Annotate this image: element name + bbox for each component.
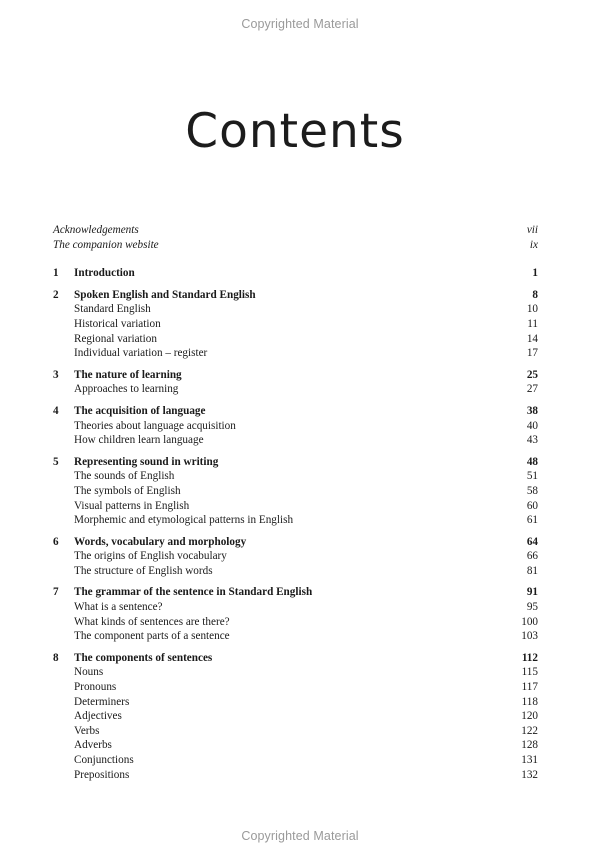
toc-chapter-row[interactable] [53, 585, 538, 600]
toc-page-number: 61 [526, 514, 538, 527]
toc-page-number: 14 [526, 332, 538, 345]
toc-chapter-number: 4 [53, 404, 59, 417]
toc-page-number: 60 [526, 499, 538, 512]
toc-chapter-number: 6 [53, 535, 59, 548]
toc-page-number: 58 [526, 484, 538, 497]
table-of-contents [53, 223, 538, 782]
toc-page-number: 100 [521, 615, 538, 628]
toc-page-number: 112 [521, 651, 538, 664]
toc-section-row[interactable] [53, 469, 538, 484]
toc-chapters [53, 266, 538, 782]
toc-page-number: 115 [521, 666, 538, 679]
toc-section-title: Prepositions [74, 768, 130, 781]
toc-section-title: Historical variation [74, 317, 161, 330]
toc-page-number: 132 [521, 768, 538, 781]
page-title: Contents [185, 104, 405, 159]
toc-section-row[interactable] [53, 564, 538, 579]
toc-section-title: The component parts of a sentence [74, 630, 230, 643]
toc-chapter-number: 2 [53, 288, 59, 301]
toc-section-row[interactable] [53, 346, 538, 361]
toc-section-row[interactable] [53, 680, 538, 695]
toc-page-number: 43 [526, 434, 538, 447]
toc-section-row[interactable] [53, 499, 538, 514]
toc-section-row[interactable] [53, 753, 538, 768]
toc-chapter-number: 1 [53, 267, 59, 280]
toc-chapter-row[interactable] [53, 266, 538, 281]
toc-section-title: Conjunctions [74, 754, 134, 766]
toc-section-row[interactable] [53, 629, 538, 644]
copyright-watermark-top: Copyrighted Material [241, 17, 359, 31]
toc-section-row[interactable] [53, 302, 538, 317]
copyright-watermark-bottom: Copyrighted Material [241, 829, 359, 843]
toc-chapter-heading [53, 288, 256, 303]
toc-page-number: 66 [526, 550, 538, 563]
toc-chapter-row[interactable] [53, 368, 538, 383]
toc-chapter-heading [53, 266, 135, 281]
toc-chapter-title: The grammar of the sentence in Standard English [74, 586, 313, 599]
toc-chapter-heading [53, 368, 182, 383]
toc-section-title: Approaches to learning [74, 383, 179, 396]
toc-page-number: 117 [521, 681, 538, 694]
toc-page-number: 11 [527, 317, 538, 330]
toc-front-matter-row[interactable] [53, 238, 538, 253]
toc-section-title: The origins of English vocabulary [74, 550, 227, 563]
toc-section-title: Individual variation – register [74, 347, 208, 360]
toc-section-row[interactable] [53, 665, 538, 680]
toc-section-row[interactable] [53, 549, 538, 564]
toc-chapter-title: Spoken English and Standard English [74, 288, 256, 301]
toc-front-matter-row[interactable] [53, 223, 538, 238]
toc-page-number: 103 [521, 630, 538, 643]
toc-page-number: 128 [521, 739, 538, 752]
toc-chapter-heading [53, 455, 218, 470]
toc-chapter-title: The acquisition of language [74, 404, 206, 417]
toc-section-title: Adjectives [74, 710, 122, 723]
toc-chapter-number: 8 [53, 651, 59, 664]
toc-section-title: Pronouns [74, 681, 117, 694]
toc-section-title: Morphemic and etymological patterns in English [74, 514, 294, 527]
toc-page-number: ix [529, 238, 538, 251]
toc-entry-label: The companion website [53, 238, 159, 251]
toc-section-title: Visual patterns in English [74, 499, 190, 512]
toc-chapter-number: 3 [53, 368, 59, 381]
toc-section-title: What is a sentence? [74, 601, 163, 614]
toc-section-row[interactable] [53, 317, 538, 332]
toc-section-row[interactable] [53, 695, 538, 710]
toc-page-number: 81 [526, 564, 538, 577]
toc-section-row[interactable] [53, 484, 538, 499]
toc-page-number: 25 [526, 368, 538, 381]
toc-page-number: 8 [532, 288, 538, 301]
toc-chapter-title: The components of sentences [74, 651, 213, 664]
toc-section-row[interactable] [53, 709, 538, 724]
toc-page-number: 131 [521, 754, 538, 766]
toc-page-number: 64 [526, 535, 538, 548]
toc-page-number: vii [526, 224, 538, 236]
toc-section-title: Nouns [74, 666, 104, 679]
toc-section-row[interactable] [53, 738, 538, 753]
toc-chapter-title: Representing sound in writing [74, 455, 219, 468]
toc-chapter-heading [53, 651, 212, 666]
toc-page-number: 38 [526, 404, 538, 417]
toc-chapter-row[interactable] [53, 404, 538, 419]
toc-section-row[interactable] [53, 419, 538, 434]
toc-section-row[interactable] [53, 382, 538, 397]
toc-section-title: Standard English [74, 303, 151, 316]
toc-chapter-row[interactable] [53, 288, 538, 303]
toc-page-number: 17 [526, 347, 538, 360]
toc-section-title: The structure of English words [74, 564, 213, 577]
toc-section-row[interactable] [53, 768, 538, 783]
toc-chapter-title: Words, vocabulary and morphology [74, 535, 247, 548]
toc-section-row[interactable] [53, 724, 538, 739]
toc-page-number: 120 [521, 710, 538, 723]
toc-page-number: 27 [526, 383, 538, 396]
toc-section-row[interactable] [53, 433, 538, 448]
toc-page-number: 48 [526, 455, 538, 468]
toc-page-number: 51 [526, 470, 538, 483]
toc-section-title: Determiners [74, 695, 130, 708]
toc-section-row[interactable] [53, 600, 538, 615]
toc-section-title: Theories about language acquisition [74, 419, 236, 432]
toc-page-number: 40 [526, 419, 538, 432]
toc-section-title: Adverbs [74, 739, 112, 752]
toc-section-title: The sounds of English [74, 470, 175, 483]
toc-chapter-row[interactable] [53, 535, 538, 550]
toc-section-row[interactable] [53, 332, 538, 347]
toc-chapter-row[interactable] [53, 651, 538, 666]
toc-section-title: Verbs [74, 724, 100, 737]
toc-section-title: The symbols of English [74, 484, 181, 497]
toc-chapter-number: 7 [53, 586, 59, 599]
toc-section-title: Regional variation [74, 332, 157, 345]
toc-chapter-heading [53, 404, 205, 419]
toc-page-number: 95 [526, 601, 538, 614]
toc-entry-label: Acknowledgements [53, 224, 139, 236]
toc-page-number: 118 [521, 695, 538, 708]
toc-section-row[interactable] [53, 513, 538, 528]
toc-section-title: What kinds of sentences are there? [74, 615, 230, 628]
toc-section-row[interactable] [53, 615, 538, 630]
toc-chapter-title: Introduction [74, 267, 135, 280]
toc-chapter-heading [53, 585, 312, 600]
toc-chapter-title: The nature of learning [74, 368, 182, 381]
toc-chapter-row[interactable] [53, 455, 538, 470]
toc-page-number: 10 [526, 303, 538, 316]
toc-chapter-number: 5 [53, 455, 59, 468]
toc-page-number: 1 [532, 267, 538, 280]
toc-page-number: 91 [526, 586, 538, 599]
toc-section-title: How children learn language [74, 434, 204, 447]
toc-chapter-heading [53, 535, 246, 550]
toc-page-number: 122 [521, 724, 538, 737]
